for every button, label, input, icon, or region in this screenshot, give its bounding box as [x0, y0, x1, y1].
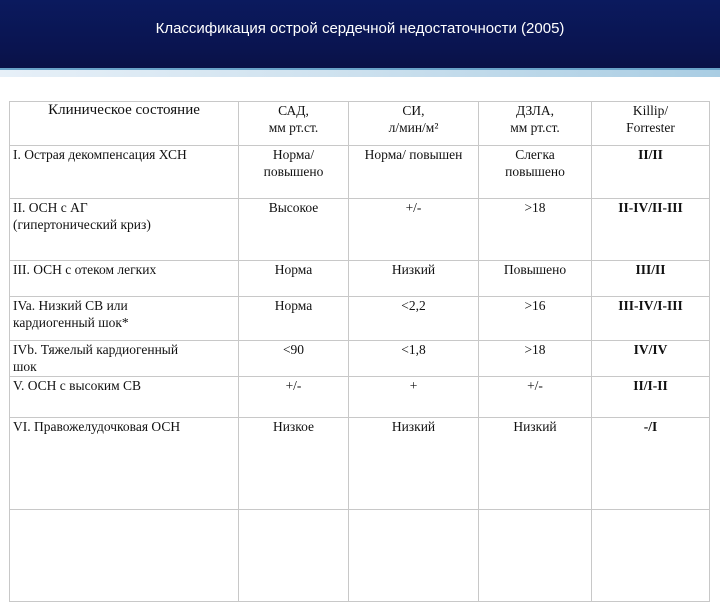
cell-text-line: -/I — [643, 419, 658, 434]
cell-text-line: Норма — [274, 298, 313, 313]
cell-text-line: V. ОСН с высоким СВ — [13, 378, 142, 393]
cell-text-line: >16 — [524, 298, 546, 313]
cell-sbp — [239, 261, 349, 297]
cell-pcwp — [479, 341, 592, 377]
cell-text-line: Низкий — [513, 419, 557, 434]
cell-killip-forrester — [592, 341, 710, 377]
cell-text-line: л/мин/м² — [388, 120, 439, 135]
cell-text-line: мм рт.ст. — [510, 120, 560, 135]
cell-text-line: II-IV/II-III — [618, 200, 683, 215]
cell-text-line: >18 — [524, 200, 546, 215]
cell-text-line: >18 — [524, 342, 546, 357]
cell-text-line: Низкое — [272, 419, 315, 434]
header-pcwp — [479, 102, 592, 146]
cell-text-line: +/- — [405, 200, 422, 215]
cell-killip-forrester — [592, 297, 710, 341]
cell-killip-forrester — [592, 199, 710, 261]
cell-clinical-state — [10, 297, 239, 341]
cell-text-line: III-IV/I-III — [618, 298, 683, 313]
cell-text-line: II/II — [638, 147, 663, 162]
cell-sbp — [239, 341, 349, 377]
table-row — [10, 297, 710, 341]
cell-clinical-state — [10, 377, 239, 418]
cell-text-line: (гипертонический криз) — [13, 217, 151, 232]
cell-text-line: II. ОСН с АГ — [13, 200, 88, 215]
cell-sbp — [239, 199, 349, 261]
cell-text-line: IV/IV — [633, 342, 668, 357]
header-cardiac-index — [349, 102, 479, 146]
cell-text-line: II/I-II — [633, 378, 668, 393]
classification-table — [9, 101, 710, 602]
cell-text-line: СИ, — [402, 103, 425, 118]
cell-clinical-state — [10, 199, 239, 261]
table-row — [10, 341, 710, 377]
cell-pcwp — [479, 377, 592, 418]
cell-text-line: Forrester — [626, 120, 675, 135]
empty-cell — [349, 510, 479, 602]
cell-text-line: Норма — [274, 262, 313, 277]
empty-cell — [592, 510, 710, 602]
title-underline-rule — [0, 68, 720, 70]
cell-text-line: VI. Правожелудочковая ОСН — [13, 419, 181, 434]
table-row — [10, 377, 710, 418]
cell-pcwp — [479, 261, 592, 297]
slide-title: Классификация острой сердечной недостаточности (2005) — [155, 20, 565, 37]
cell-cardiac-index — [349, 146, 479, 199]
empty-cell — [239, 510, 349, 602]
cell-sbp — [239, 146, 349, 199]
header-killip-forrester — [592, 102, 710, 146]
cell-text-line: <2,2 — [401, 298, 426, 313]
table-row — [10, 199, 710, 261]
cell-text-line: Слегка — [515, 147, 555, 162]
cell-text-line: САД, — [278, 103, 309, 118]
table-row — [10, 418, 710, 510]
cell-text-line: <1,8 — [401, 342, 426, 357]
cell-text-line: повышено — [505, 164, 565, 179]
table-empty-row — [10, 510, 710, 602]
title-banner — [0, 0, 720, 68]
cell-text-line: IVa. Низкий СВ или — [13, 298, 128, 313]
cell-text-line: Killip/ — [632, 103, 669, 118]
cell-sbp — [239, 297, 349, 341]
cell-cardiac-index — [349, 341, 479, 377]
cell-text-line: Норма/ повышен — [364, 147, 463, 162]
cell-cardiac-index — [349, 418, 479, 510]
cell-pcwp — [479, 199, 592, 261]
cell-clinical-state — [10, 261, 239, 297]
cell-text-line: +/- — [285, 378, 302, 393]
cell-clinical-state — [10, 418, 239, 510]
cell-sbp — [239, 418, 349, 510]
empty-cell — [479, 510, 592, 602]
cell-pcwp — [479, 146, 592, 199]
cell-text-line: <90 — [282, 342, 305, 357]
cell-text-line: Низкий — [391, 262, 436, 277]
cell-text-line: I. Острая декомпенсация ХСН — [13, 147, 187, 162]
cell-cardiac-index — [349, 297, 479, 341]
cell-text-line: Клиническое состояние — [48, 102, 200, 118]
cell-text-line: мм рт.ст. — [268, 120, 319, 135]
cell-text-line: IVb. Тяжелый кардиогенный — [13, 342, 179, 357]
cell-killip-forrester — [592, 261, 710, 297]
cell-text-line: Низкий — [391, 419, 436, 434]
empty-cell — [10, 510, 239, 602]
cell-cardiac-index — [349, 261, 479, 297]
cell-text-line: +/- — [527, 378, 543, 393]
table-row — [10, 261, 710, 297]
table-header-row — [10, 102, 710, 146]
cell-text-line: + — [409, 378, 418, 393]
table-row — [10, 146, 710, 199]
cell-cardiac-index — [349, 199, 479, 261]
cell-text-line: повышено — [263, 164, 324, 179]
header-sbp — [239, 102, 349, 146]
cell-cardiac-index — [349, 377, 479, 418]
header-clinical-state — [10, 102, 239, 146]
cell-sbp — [239, 377, 349, 418]
cell-text-line: кардиогенный шок* — [13, 315, 129, 330]
cell-text-line: Норма/ — [272, 147, 315, 162]
cell-text-line: шок — [13, 359, 37, 374]
cell-pcwp — [479, 297, 592, 341]
cell-killip-forrester — [592, 377, 710, 418]
cell-text-line: ДЗЛА, — [516, 103, 554, 118]
cell-killip-forrester — [592, 418, 710, 510]
cell-text-line: Высокое — [268, 200, 319, 215]
cell-text-line: III/II — [635, 262, 666, 277]
cell-clinical-state — [10, 341, 239, 377]
cell-text-line: III. ОСН с отеком легких — [13, 262, 157, 277]
cell-clinical-state — [10, 146, 239, 199]
cell-killip-forrester — [592, 146, 710, 199]
cell-pcwp — [479, 418, 592, 510]
cell-text-line: Повышено — [503, 262, 567, 277]
